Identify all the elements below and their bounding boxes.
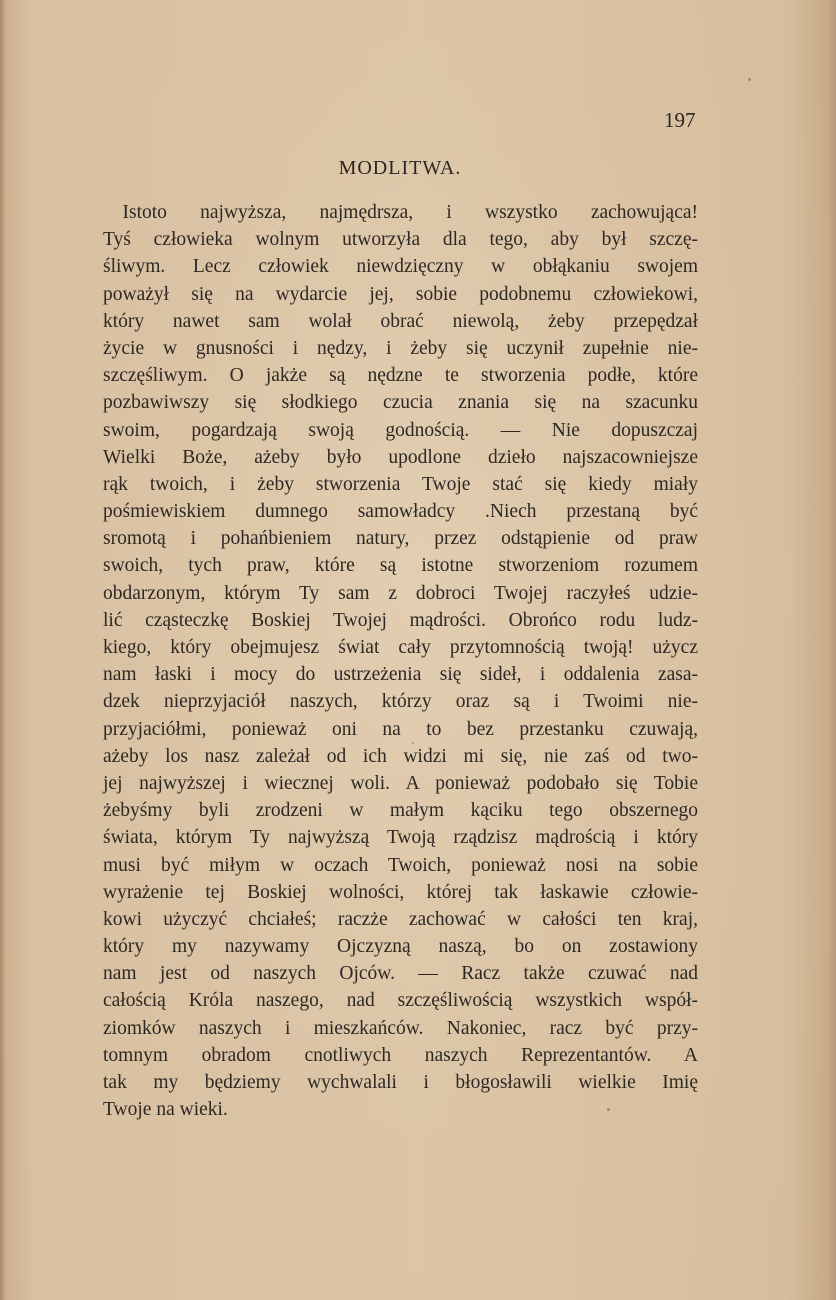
text-line: przyjaciółmi, ponieważ oni na to bez przestanku czuwają,	[103, 718, 698, 740]
text-line: obdarzonym, którym Ty sam z dobroci Twojej raczyłeś udzie-	[103, 582, 698, 604]
text-line: śliwym. Lecz człowiek niewdzięczny w obłąkaniu swojem	[103, 256, 698, 278]
paper-speck	[412, 742, 414, 744]
text-line: tomnym obradom cnotliwych naszych Reprezentantów. A	[103, 1044, 698, 1066]
text-line: pośmiewiskiem dumnego samowładcy .Niech przestaną być	[103, 501, 698, 523]
text-line: jej najwyższej i wiecznej woli. A ponieważ podobało się Tobie	[103, 772, 698, 794]
text-line: swoich, tych praw, które są istotne stworzeniom rozumem	[103, 555, 698, 577]
prayer-text	[103, 199, 698, 1123]
text-line: całością Króla naszego, nad szczęśliwością wszystkich współ-	[103, 990, 698, 1012]
text-line: swoim, pogardzają swoją godnością. — Nie dopuszczaj	[103, 419, 698, 441]
paper-speck	[607, 1108, 610, 1111]
text-line: ażeby los nasz zależał od ich widzi mi się, nie zaś od two-	[103, 745, 698, 767]
text-line: Wielki Boże, ażeby było upodlone dzieło najszacowniejsze	[103, 446, 698, 468]
text-line: wyrażenie tej Boskiej wolności, której tak łaskawie człowie-	[103, 881, 698, 903]
text-line: lić cząsteczkę Boskiej Twojej mądrości. Obrońco rodu ludz-	[103, 609, 698, 631]
text-line: sromotą i pohańbieniem natury, przez odstąpienie od praw	[103, 528, 698, 550]
page-number: 197	[664, 108, 696, 132]
text-line: świata, którym Ty najwyższą Twoją rządzisz mądrością i który	[103, 827, 698, 849]
page-heading: MODLITWA.	[338, 157, 462, 179]
text-line: kowi użyczyć chciałeś; raczże zachować w całości ten kraj,	[103, 908, 698, 930]
text-line: tak my będziemy wychwalali i błogosławili wielkie Imię	[103, 1072, 698, 1093]
text-line: nam łaski i mocy do ustrzeżenia się sideł, i oddalenia zasa-	[103, 664, 698, 686]
text-line: musi być miłym w oczach Twoich, ponieważ nosi na sobie	[103, 854, 698, 876]
text-line: żebyśmy byli zrodzeni w małym kąciku tego obszernego	[103, 800, 698, 822]
text-line: poważył się na wydarcie jej, sobie podobnemu człowiekowi,	[103, 283, 698, 305]
text-line: pozbawiwszy się słodkiego czucia znania się na szacunku	[103, 392, 698, 414]
text-line: który my nazywamy Ojczyzną naszą, bo on zostawiony	[103, 936, 698, 958]
text-line: Tyś człowieka wolnym utworzyła dla tego, aby był szczę-	[103, 229, 698, 251]
text-line: szczęśliwym. O jakże są nędzne te stworzenia podłe, które	[103, 365, 698, 387]
text-line: kiego, który obejmujesz świat cały przytomnością twoją! użycz	[103, 637, 698, 658]
text-line: nam jest od naszych Ojców. — Racz także czuwać nad	[103, 963, 698, 985]
text-line: który nawet sam wolał obrać niewolą, żeby przepędzał	[103, 310, 698, 332]
text-line: ziomków naszych i mieszkańców. Nakoniec, racz być przy-	[103, 1017, 698, 1039]
text-line: Twoje na wieki.	[103, 1099, 228, 1121]
text-line: rąk twoich, i żeby stworzenia Twoje stać się kiedy miały	[103, 473, 698, 495]
paper-speck	[748, 78, 751, 81]
text-line: życie w gnusności i nędzy, i żeby się uczynił zupełnie nie-	[103, 337, 698, 359]
text-line: dzek nieprzyjaciół naszych, którzy oraz są i Twoimi nie-	[103, 691, 698, 713]
text-line: Istoto najwyższa, najmędrsza, i wszystko zachowująca!	[103, 202, 698, 223]
